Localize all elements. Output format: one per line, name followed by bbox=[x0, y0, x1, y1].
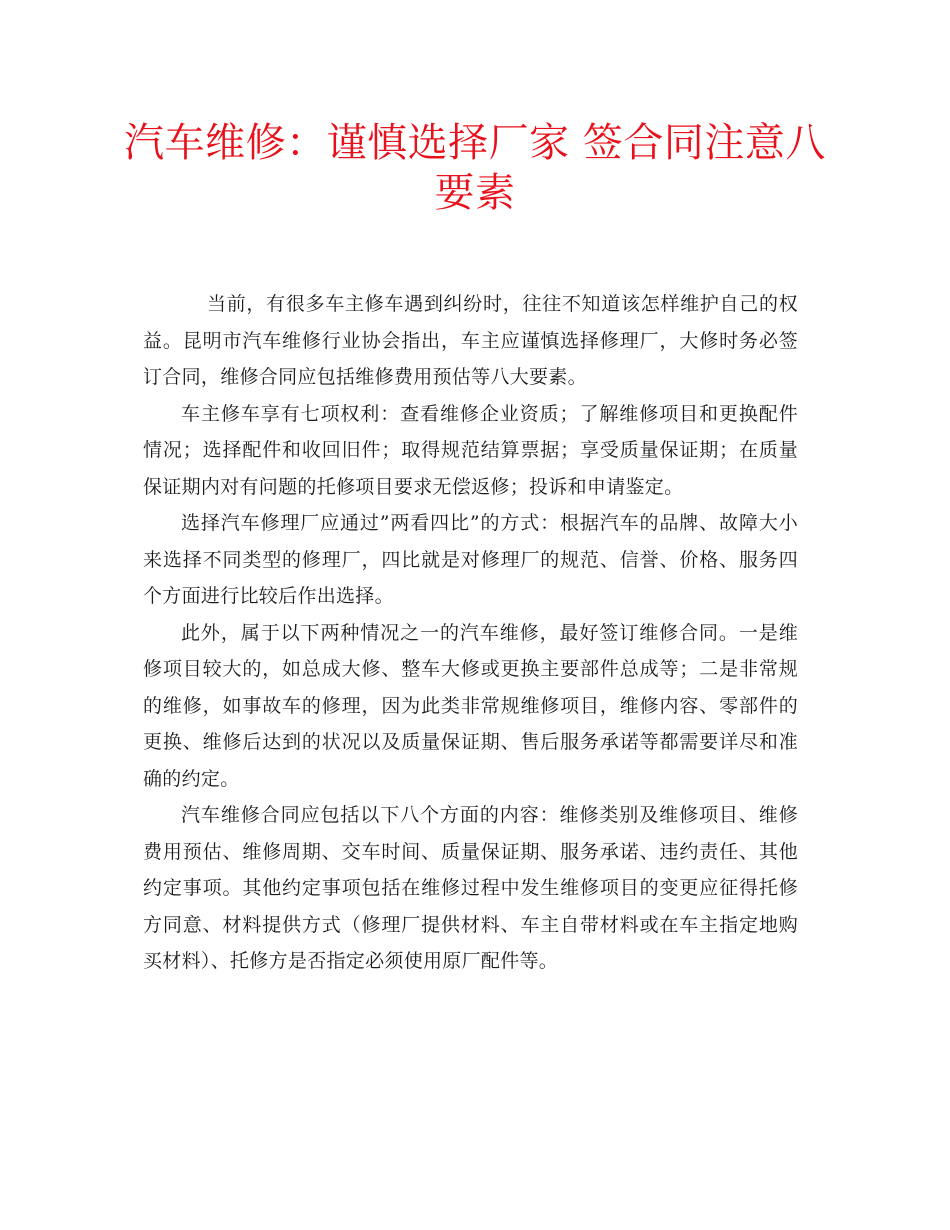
paragraph-contract-contents: 汽车维修合同应包括以下八个方面的内容：维修类别及维修项目、维修费用预估、维修周期、交车时间、质量保证期、服务承诺、违约责任、其他约定事项。其他约定事项包括在维修过程中发生维修项目的变更应征得托修方同意、材料提供方式（修理厂提供材料、车主自带材料或在车主指定地购买材料）、托修方是否指定必须使用原厂配件等。 bbox=[143, 804, 798, 972]
paragraph-intro: 当前，有很多车主修车遇到纠纷时，往往不知道该怎样维护自己的权益。昆明市汽车维修行业协会指出，车主应谨慎选择修理厂，大修时务必签订合同，维修合同应包括维修费用预估等八大要素。 bbox=[143, 293, 798, 388]
document-body bbox=[143, 286, 798, 980]
paragraph-contract-cases: 此外，属于以下两种情况之一的汽车维修，最好签订维修合同。一是维修项目较大的，如总成大修、整车大修或更换主要部件总成等；二是非常规的维修，如事故车的修理，因为此类非常规维修项目，维修内容、零部件的更换、维修后达到的状况以及质量保证期、售后服务承诺等都需要详尽和准确的约定。 bbox=[143, 621, 798, 790]
paragraph-rights: 车主修车享有七项权利：查看维修企业资质；了解维修项目和更换配件情况；选择配件和收回旧件；取得规范结算票据；享受质量保证期；在质量保证期内对有问题的托修项目要求无偿返修；投诉和申请鉴定。 bbox=[143, 402, 798, 498]
paragraph-choose-shop: 选择汽车修理厂应通过”两看四比”的方式：根据汽车的品牌、故障大小来选择不同类型的修理厂，四比就是对修理厂的规范、信誉、价格、服务四个方面进行比较后作出选择。 bbox=[143, 512, 798, 607]
document-title: 汽车维修：谨慎选择厂家 签合同注意八要素 bbox=[124, 120, 826, 216]
